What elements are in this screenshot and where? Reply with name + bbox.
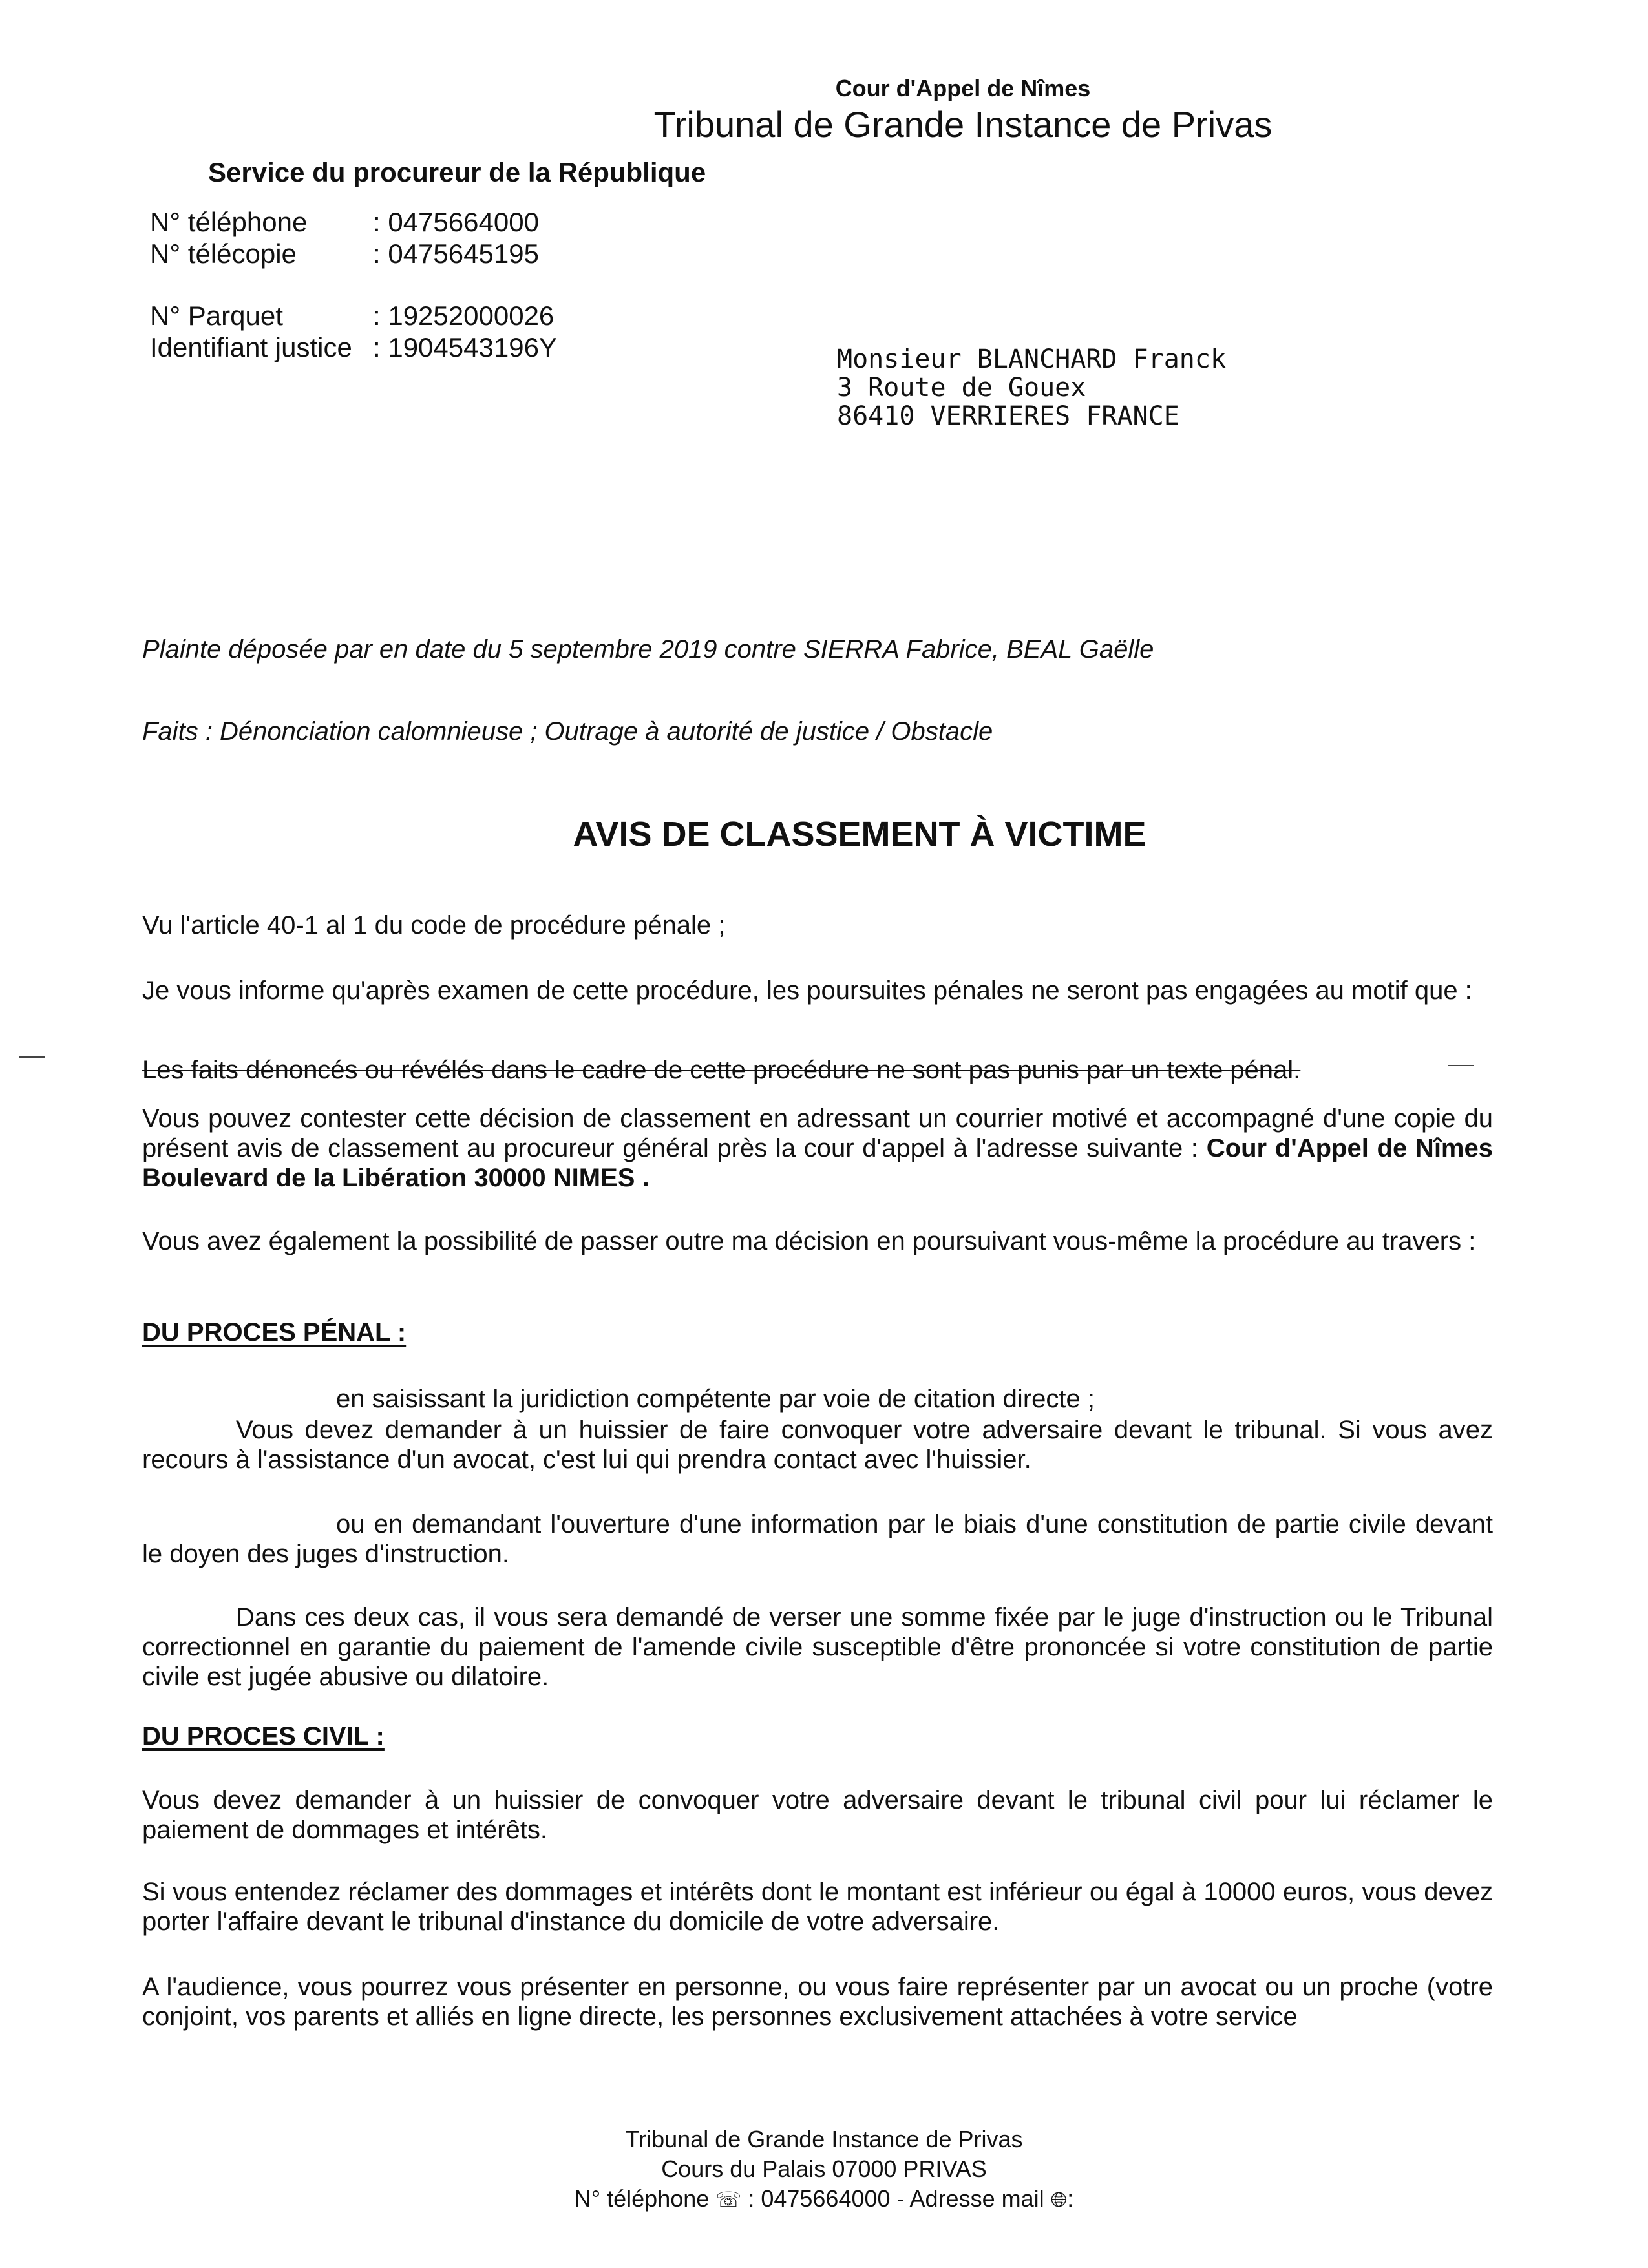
- instruction-text: ou en demandant l'ouverture d'une information par le biais d'une constitution de partie civile devant le doyen des juges d'instruction.: [142, 1510, 1493, 1568]
- footer-contact: [0, 2185, 1648, 2212]
- contest-address: Cour d'Appel de Nîmes Boulevard de la Libération 30000 NIMES .: [142, 1134, 1493, 1192]
- telephone-icon: ☏: [715, 2188, 742, 2211]
- paragraph-article: Vu l'article 40-1 al 1 du code de procédure pénale ;: [142, 911, 726, 940]
- scan-mark: [19, 1056, 45, 1058]
- paragraph-citation: en saisissant la juridiction compétente par voie de citation directe ;: [336, 1385, 1095, 1413]
- recipient-street: 3 Route de Gouex: [837, 373, 1086, 403]
- service-name: Service du procureur de la République: [208, 157, 706, 187]
- document-title: AVIS DE CLASSEMENT À VICTIME: [573, 815, 1146, 854]
- paragraph-huissier: Vous devez demander à un huissier de faire convoquer votre adversaire devant le tribunal. Si vous avez recours à l'assistance d'un avocat, c'est lui qui prendra contact avec l'huissier.: [142, 1416, 1493, 1474]
- paragraph-civil-huissier: Vous devez demander à un huissier de convoquer votre adversaire devant le tribunal civil pour lui réclamer le paiement de dommages et intérêts.: [142, 1786, 1493, 1844]
- footer-phone-mail: : 0475664000 - Adresse mail: [741, 2185, 1051, 2212]
- paragraph-decision: Je vous informe qu'après examen de cette procédure, les poursuites pénales ne seront pas engagées au motif que :: [142, 976, 1472, 1005]
- info-label: N° télécopie: [150, 238, 297, 269]
- paragraph-motif: Les faits dénoncés ou révélés dans le cadre de cette procédure ne sont pas punis par un texte pénal.: [142, 1056, 1301, 1084]
- scan-mark: [1448, 1065, 1474, 1066]
- paragraph-options: Vous avez également la possibilité de passer outre ma décision en poursuivant vous-même la procédure au travers :: [142, 1227, 1476, 1255]
- info-label: N° téléphone: [150, 207, 308, 237]
- info-value: : 1904543196Y: [373, 332, 557, 362]
- heading-proces-penal: DU PROCES PÉNAL :: [142, 1318, 407, 1347]
- info-row-identifiant: [150, 332, 557, 363]
- paragraph-consignation: Dans ces deux cas, il vous sera demandé de verser une somme fixée par le juge d'instruction ou le Tribunal correctionnel en garantie du paiement de l'amende civile susceptible d'être prononcée si votre constitution de partie civile est jugée abusive ou dilatoire.: [142, 1603, 1493, 1691]
- recipient-city: 86410 VERRIERES FRANCE: [837, 401, 1179, 431]
- globe-icon: 🌐︎: [1050, 2188, 1068, 2211]
- footer-colon: :: [1067, 2185, 1074, 2212]
- paragraph-contest: [142, 1104, 1493, 1193]
- recipient-name: Monsieur BLANCHARD Franck: [837, 344, 1227, 374]
- footer-tribunal: Tribunal de Grande Instance de Privas: [625, 2126, 1023, 2152]
- tribunal-title: Tribunal de Grande Instance de Privas: [653, 104, 1273, 145]
- info-row-parquet: [150, 300, 554, 331]
- info-value: : 19252000026: [373, 300, 555, 331]
- complaint-line: Plainte déposée par en date du 5 septembre 2019 contre SIERRA Fabrice, BEAL Gaëlle: [142, 635, 1154, 664]
- info-label: Identifiant justice: [150, 332, 352, 362]
- heading-proces-civil: DU PROCES CIVIL :: [142, 1722, 385, 1750]
- paragraph-audience: A l'audience, vous pourrez vous présenter en personne, ou vous faire représenter par un avocat ou un proche (votre conjoint, vos parents et alliés en ligne directe, les personnes exclusivement attachées à votre service: [142, 1973, 1493, 2031]
- court-of-appeal: Cour d'Appel de Nîmes: [835, 75, 1091, 101]
- paragraph-instruction: [142, 1509, 1493, 1569]
- contest-text: Vous pouvez contester cette décision de classement en adressant un courrier motivé et accompagné d'une copie du présent avis de classement au procureur général près la cour d'appel à l'adresse suivante :: [142, 1104, 1493, 1162]
- info-row-telephone: [150, 207, 539, 238]
- footer-address: Cours du Palais 07000 PRIVAS: [661, 2156, 987, 2182]
- info-value: : 0475664000: [373, 207, 539, 237]
- info-row-telecopie: [150, 238, 539, 269]
- facts-line: Faits : Dénonciation calomnieuse ; Outrage à autorité de justice / Obstacle: [142, 717, 993, 746]
- info-value: : 0475645195: [373, 238, 539, 269]
- footer-phone-label: N° téléphone: [574, 2185, 710, 2212]
- info-label: N° Parquet: [150, 300, 283, 331]
- paragraph-tribunal-instance: Si vous entendez réclamer des dommages et intérêts dont le montant est inférieur ou égal à 10000 euros, vous devez porter l'affaire devant le tribunal d'instance du domicile de votre adversaire.: [142, 1878, 1493, 1936]
